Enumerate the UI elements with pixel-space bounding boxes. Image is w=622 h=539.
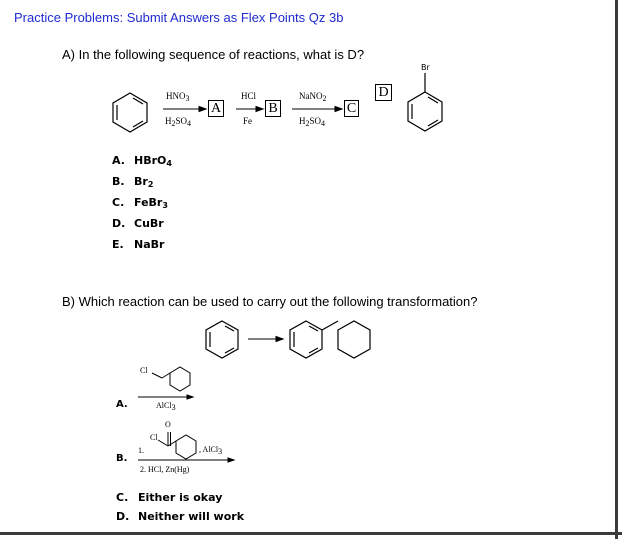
intermediate-b-box: B xyxy=(265,100,281,117)
question-a-text: A) In the following sequence of reactions, what is D? xyxy=(62,47,365,62)
benzene-reactant-b xyxy=(206,321,238,358)
intermediate-c-box: C xyxy=(344,100,359,117)
option-a-hbro4[interactable]: A. HBrO$_4$ xyxy=(112,154,172,168)
option-b-chloride-label: Cl xyxy=(150,433,158,442)
question-b-text: B) Which reaction can be used to carry out the following transformation? xyxy=(62,294,478,309)
reagent-hno3: $HNO_3$ xyxy=(166,91,190,103)
bromobenzene-product xyxy=(408,73,442,131)
intermediate-a-box: A xyxy=(208,100,224,117)
option-b-b-label[interactable]: B. xyxy=(116,453,128,464)
cyclohexylbenzene-product xyxy=(290,321,370,358)
option-d-cubr[interactable]: D. CuBr xyxy=(112,217,164,230)
bromo-substituent-label: Br xyxy=(421,63,430,72)
reagent-fe: Fe xyxy=(243,116,252,126)
option-b-br2[interactable]: B. $Br_2$ xyxy=(112,175,154,189)
option-c-either[interactable]: C. Either is okay xyxy=(116,491,223,504)
option-e-nabr[interactable]: E. NaBr xyxy=(112,238,165,251)
option-b-a-label[interactable]: A. xyxy=(116,399,128,410)
reagent-h2so4-2: $H_2SO_4$ xyxy=(299,116,326,128)
option-b-reagent-structure xyxy=(158,432,196,459)
option-b-step1-reagent: , AlCl$_3$ xyxy=(199,445,223,456)
question-b-options xyxy=(116,488,244,526)
page-title: Practice Problems: Submit Answers as Flex Points Qz 3b xyxy=(14,10,344,25)
reagent-nano2: NaNO$_2$ xyxy=(299,91,327,103)
option-a-chloride-label: Cl xyxy=(140,366,148,375)
reagent-h2so4-1: $H_2SO_4$ xyxy=(165,116,192,128)
option-c-febr3[interactable]: C. FeBr$_3$ xyxy=(112,196,168,210)
benzene-start xyxy=(113,93,147,132)
question-a-options xyxy=(112,150,172,255)
option-a-reagent-structure xyxy=(152,367,190,391)
reagent-hcl: HCl xyxy=(241,91,257,101)
option-a-reagent: AlCl$_3$ xyxy=(156,401,176,412)
intermediate-d-box: D xyxy=(375,84,392,101)
option-b-step1-number: 1. xyxy=(138,446,144,455)
option-b-carbonyl-label: O xyxy=(165,420,171,429)
option-b-step2: 2. HCl, Zn(Hg) xyxy=(140,465,190,474)
option-d-neither[interactable]: D. Neither will work xyxy=(116,510,245,523)
